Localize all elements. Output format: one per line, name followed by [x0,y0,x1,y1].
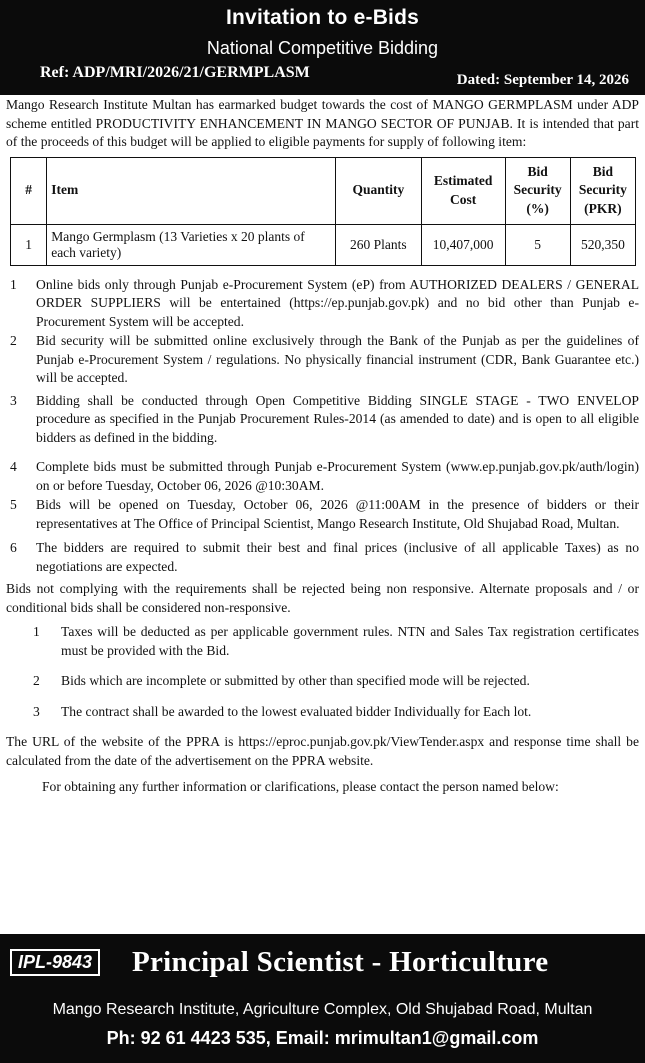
condition-text: Bids will be opened on Tuesday, October 06, 2026 @11:00AM in the presence of bidders or their representatives at The Office of Principal Scientist, Mango Research Institute, Old Shujabad Road, Multan. [36,497,639,531]
sub-condition-item [6,703,639,722]
sub-condition-item [6,672,639,691]
rejection-note: Bids not complying with the requirements shall be rejected being non responsive. Alternate proposals and / or conditional bids shall be considered non-responsive. [6,581,639,615]
condition-number: 4 [10,459,17,474]
notice-header [0,0,645,95]
intro-paragraph: Mango Research Institute Multan has earmarked budget towards the cost of MANGO GERMPLASM under ADP scheme entitled PRODUCTIVITY ENHANCEMENT IN MANGO SECTOR OF PUNJAB. It is intended that part of the proceeds of this budget will be applied to eligible payments for supply of following item: [6,97,639,149]
cell-bid-security-pct: 5 [505,224,570,265]
condition-number: 3 [10,392,17,408]
condition-item [6,496,639,533]
condition-item [6,276,639,332]
condition-text: Online bids only through Punjab e-Procurement System (eP) from AUTHORIZED DEALERS / GENERAL ORDER SUPPLIERS will be entertained (https://ep.punjab.gov.pk) and no bid other than Punjab e-Procurement System will be accepted. [36,276,639,329]
conditions-list [6,276,639,577]
cell-bid-security-pkr: 520,350 [570,224,635,265]
reference-number: Ref: ADP/MRI/2026/21/GERMPLASM [40,64,310,81]
condition-item [6,539,639,576]
condition-text: Complete bids must be submitted through Punjab e-Procurement System (www.ep.punjab.gov.pk/auth/login) on or before Tuesday, October 06, 2026 @10:30AM. [36,459,639,493]
items-table [10,157,636,266]
condition-number: 5 [10,497,17,512]
notice-body [6,96,639,797]
col-header-bid-security-pkr: Bid Security (PKR) [570,157,635,224]
condition-number: 1 [10,276,17,292]
sub-condition-text: Taxes will be deducted as per applicable government rules. NTN and Sales Tax registration certificates must be provided with the Bid. [61,624,639,658]
contact-note: For obtaining any further information or clarifications, please contact the person named below: [42,779,559,794]
sub-condition-number: 2 [33,673,40,688]
contact-phone-email: Ph: 92 61 4423 535, Email: mrimultan1@gmail.com [106,1028,539,1048]
sub-condition-text: Bids which are incomplete or submitted by other than specified mode will be rejected. [61,673,530,688]
condition-text: Bid security will be submitted online exclusively through the Bank of the Punjab as per the guidelines of Punjab e-Procurement System / regulations. No physically financial instrument (CDR, Bank Guarantee etc.) will be accepted. [36,333,639,385]
cell-item: Mango Germplasm (13 Varieties x 20 plants of each variety) [47,224,336,265]
notice-footer [0,934,645,1063]
condition-item [6,332,639,388]
sub-condition-item [6,623,639,660]
sub-condition-number: 3 [33,703,40,719]
cell-quantity: 260 Plants [335,224,421,265]
notice-date: Dated: September 14, 2026 [456,72,629,88]
condition-text: Bidding shall be conducted through Open Competitive Bidding SINGLE STAGE - TWO ENVELOP procedure as specified in the Punjab Procurement Rules-2014 (as amended to date) and is open to all eligible bidders as defined in the bidding. [36,392,639,445]
designation: Principal Scientist - Horticulture [132,946,549,978]
condition-number: 6 [10,540,17,555]
sub-condition-text: The contract shall be awarded to the lowest evaluated bidder Individually for Each lot. [61,703,532,719]
condition-number: 2 [10,333,17,348]
contact-address: Mango Research Institute, Agriculture Complex, Old Shujabad Road, Multan [52,1001,593,1018]
cell-number: 1 [11,224,47,265]
table-header-row [11,157,636,224]
ppra-note: The URL of the website of the PPRA is https://eproc.punjab.gov.pk/ViewTender.aspx and response time shall be calculated from the date of the advertisement on the PPRA website. [6,734,639,768]
col-header-item: Item [47,157,336,224]
col-header-number: # [11,157,47,224]
notice-subtitle: National Competitive Bidding [206,38,439,58]
sub-condition-number: 1 [33,624,40,639]
cell-estimated-cost: 10,407,000 [421,224,505,265]
condition-text: The bidders are required to submit their best and final prices (inclusive of all applicable Taxes) as no negotiations are expected. [36,540,639,574]
col-header-bid-security-pct: Bid Security (%) [505,157,570,224]
ipl-badge: IPL-9843 [10,949,100,976]
table-row [11,224,636,265]
condition-item [6,458,639,495]
col-header-quantity: Quantity [335,157,421,224]
col-header-estimated-cost: Estimated Cost [421,157,505,224]
sub-conditions-list [6,623,639,721]
condition-item [6,392,639,448]
notice-title: Invitation to e-Bids [226,6,419,29]
